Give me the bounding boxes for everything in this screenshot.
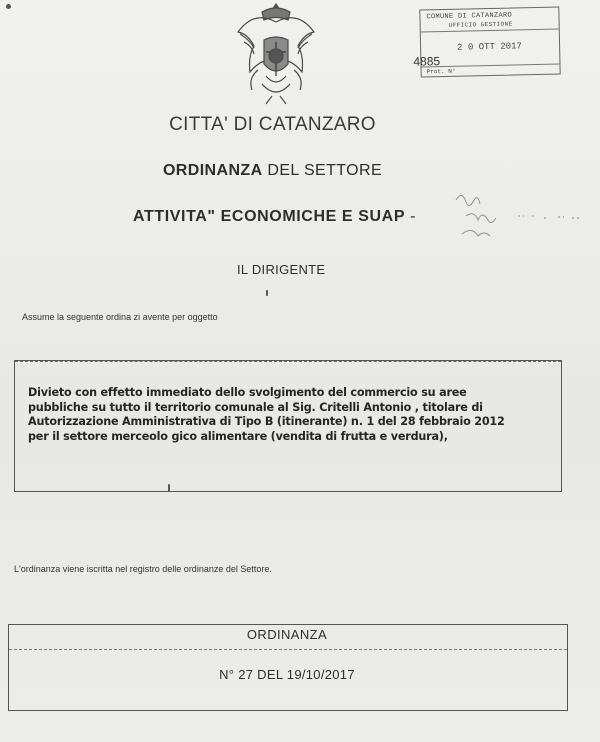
sector-heading-rest: - bbox=[405, 208, 417, 225]
city-title: CITTA' DI CATANZARO bbox=[169, 114, 376, 135]
protocol-stamp bbox=[413, 7, 560, 78]
subject-line-1: Divieto con effetto immediato dello svolgimento del commercio su aree bbox=[28, 386, 467, 399]
stamp-number: 4885 bbox=[413, 54, 441, 69]
stamp-line-1: COMUNE DI CATANZARO bbox=[426, 11, 513, 22]
ordinance-number: N° 27 DEL 19/10/2017 bbox=[219, 667, 355, 682]
scan-speck bbox=[168, 484, 170, 492]
stamp-date: 2 0 OTT 2017 bbox=[457, 41, 523, 53]
subject-line-4: per il settore merceolo gico alimentare (vendita di frutta e verdura), bbox=[28, 429, 448, 443]
scan-speck bbox=[6, 4, 11, 9]
catanzaro-coat-of-arms-icon bbox=[236, 0, 316, 108]
sector-heading-bold: ATTIVITA" ECONOMICHE E SUAP bbox=[133, 208, 406, 225]
ordinance-heading-rest: DEL SETTORE bbox=[262, 162, 383, 179]
director-label: IL DIRIGENTE bbox=[237, 262, 326, 277]
stamp-line-2: UFFICIO GESTIONE bbox=[448, 20, 513, 29]
stamp-prot: Prot. N° bbox=[426, 67, 456, 76]
subject-text bbox=[28, 386, 563, 444]
sector-heading bbox=[133, 208, 416, 226]
intro-text: Assume la seguente ordina zi avente per oggetto bbox=[22, 312, 218, 322]
registry-note: L'ordinanza viene iscritta nel registro delle ordinanze del Settore. bbox=[14, 564, 272, 574]
subject-line-2: pubbliche su tutto il territorio comunale al Sig. Critelli Antonio , titolare di bbox=[28, 400, 483, 414]
subject-line-3: Autorizzazione Amministrativa di Tipo B (itinerante) n. 1 del 28 febbraio 2012 bbox=[28, 415, 505, 428]
handwritten-signature-icon bbox=[448, 186, 588, 252]
ordinance-heading-bold: ORDINANZA bbox=[162, 162, 263, 179]
ordinance-label: ORDINANZA bbox=[246, 627, 328, 642]
ordinance-heading bbox=[0, 162, 545, 180]
scan-speck bbox=[266, 290, 268, 296]
